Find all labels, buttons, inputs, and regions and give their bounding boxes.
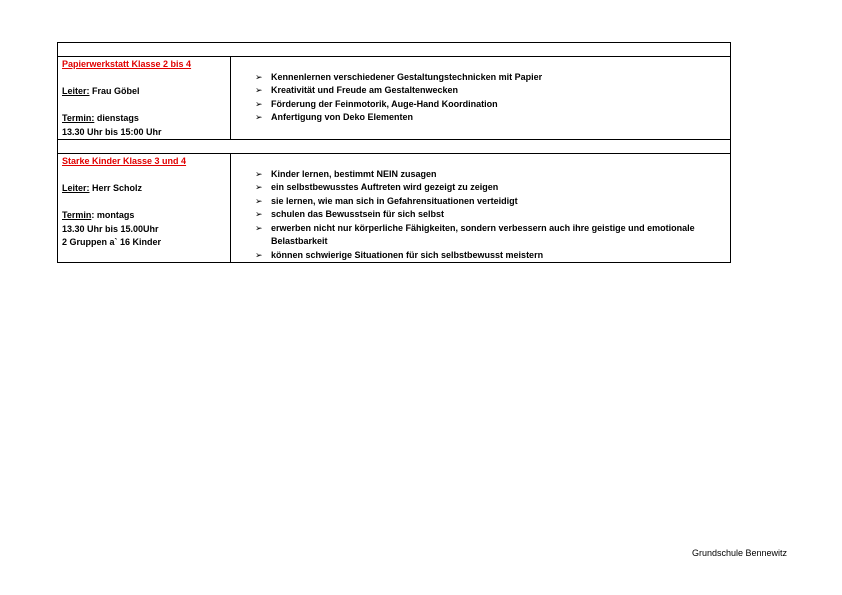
list-item: ➢ ein selbstbewusstes Auftreten wird gezeigt zu zeigen [255,181,726,195]
arrow-right-icon: ➢ [255,249,263,260]
list-item: ➢ können schwierige Situationen für sich selbstbewusst meistern [255,249,726,263]
course-leader: Leiter: Herr Scholz [62,183,143,193]
arrow-right-icon: ➢ [255,71,263,82]
list-item: ➢ erwerben nicht nur körperliche Fähigkeiten, sondern verbessern auch ihre geistige und emotionale Belastbarkeit [255,222,695,246]
course-row-papierwerkstatt [58,57,731,140]
table-spacer-row [58,43,731,57]
course-description [231,154,731,263]
arrow-right-icon: ➢ [255,222,263,233]
course-title: Papierwerkstatt Klasse 2 bis 4 [62,59,192,69]
list-item: ➢ Anfertigung von Deko Elementen [255,111,726,125]
course-info [58,57,231,140]
course-table [57,42,731,263]
table-spacer-row [58,140,731,154]
bullet-list [255,71,726,125]
course-title: Starke Kinder Klasse 3 und 4 [62,156,187,166]
arrow-right-icon: ➢ [255,168,263,179]
arrow-right-icon: ➢ [255,195,263,206]
course-schedule: Termin: montags [62,210,135,220]
course-description [231,57,731,140]
arrow-right-icon: ➢ [255,98,263,109]
course-leader: Leiter: Frau Göbel [62,86,140,96]
bullet-list [255,168,726,263]
list-item: ➢ Kreativität und Freude am Gestaltenwecken [255,84,726,98]
course-time: 13.30 Uhr bis 15.00Uhr [62,223,159,234]
list-item: ➢ sie lernen, wie man sich in Gefahrensituationen verteidigt [255,195,726,209]
list-item: ➢ Kinder lernen, bestimmt NEIN zusagen [255,168,726,182]
arrow-right-icon: ➢ [255,209,263,219]
list-item: ➢ Kennenlernen verschiedener Gestaltungstechnicken mit Papier [255,71,726,85]
course-groups: 2 Gruppen a` 16 Kinder [62,237,162,247]
course-schedule: Termin: dienstags [62,113,139,123]
course-time: 13.30 Uhr bis 15:00 Uhr [62,126,162,137]
list-item: ➢ schulen das Bewusstsein für sich selbst [255,208,726,222]
arrow-right-icon: ➢ [255,85,263,95]
course-row-starke-kinder [58,154,731,263]
arrow-right-icon: ➢ [255,112,263,122]
arrow-right-icon: ➢ [255,182,263,192]
course-info [58,154,231,263]
footer-school-name: Grundschule Bennewitz [692,548,788,558]
list-item: ➢ Förderung der Feinmotorik, Auge-Hand Koordination [255,98,726,112]
